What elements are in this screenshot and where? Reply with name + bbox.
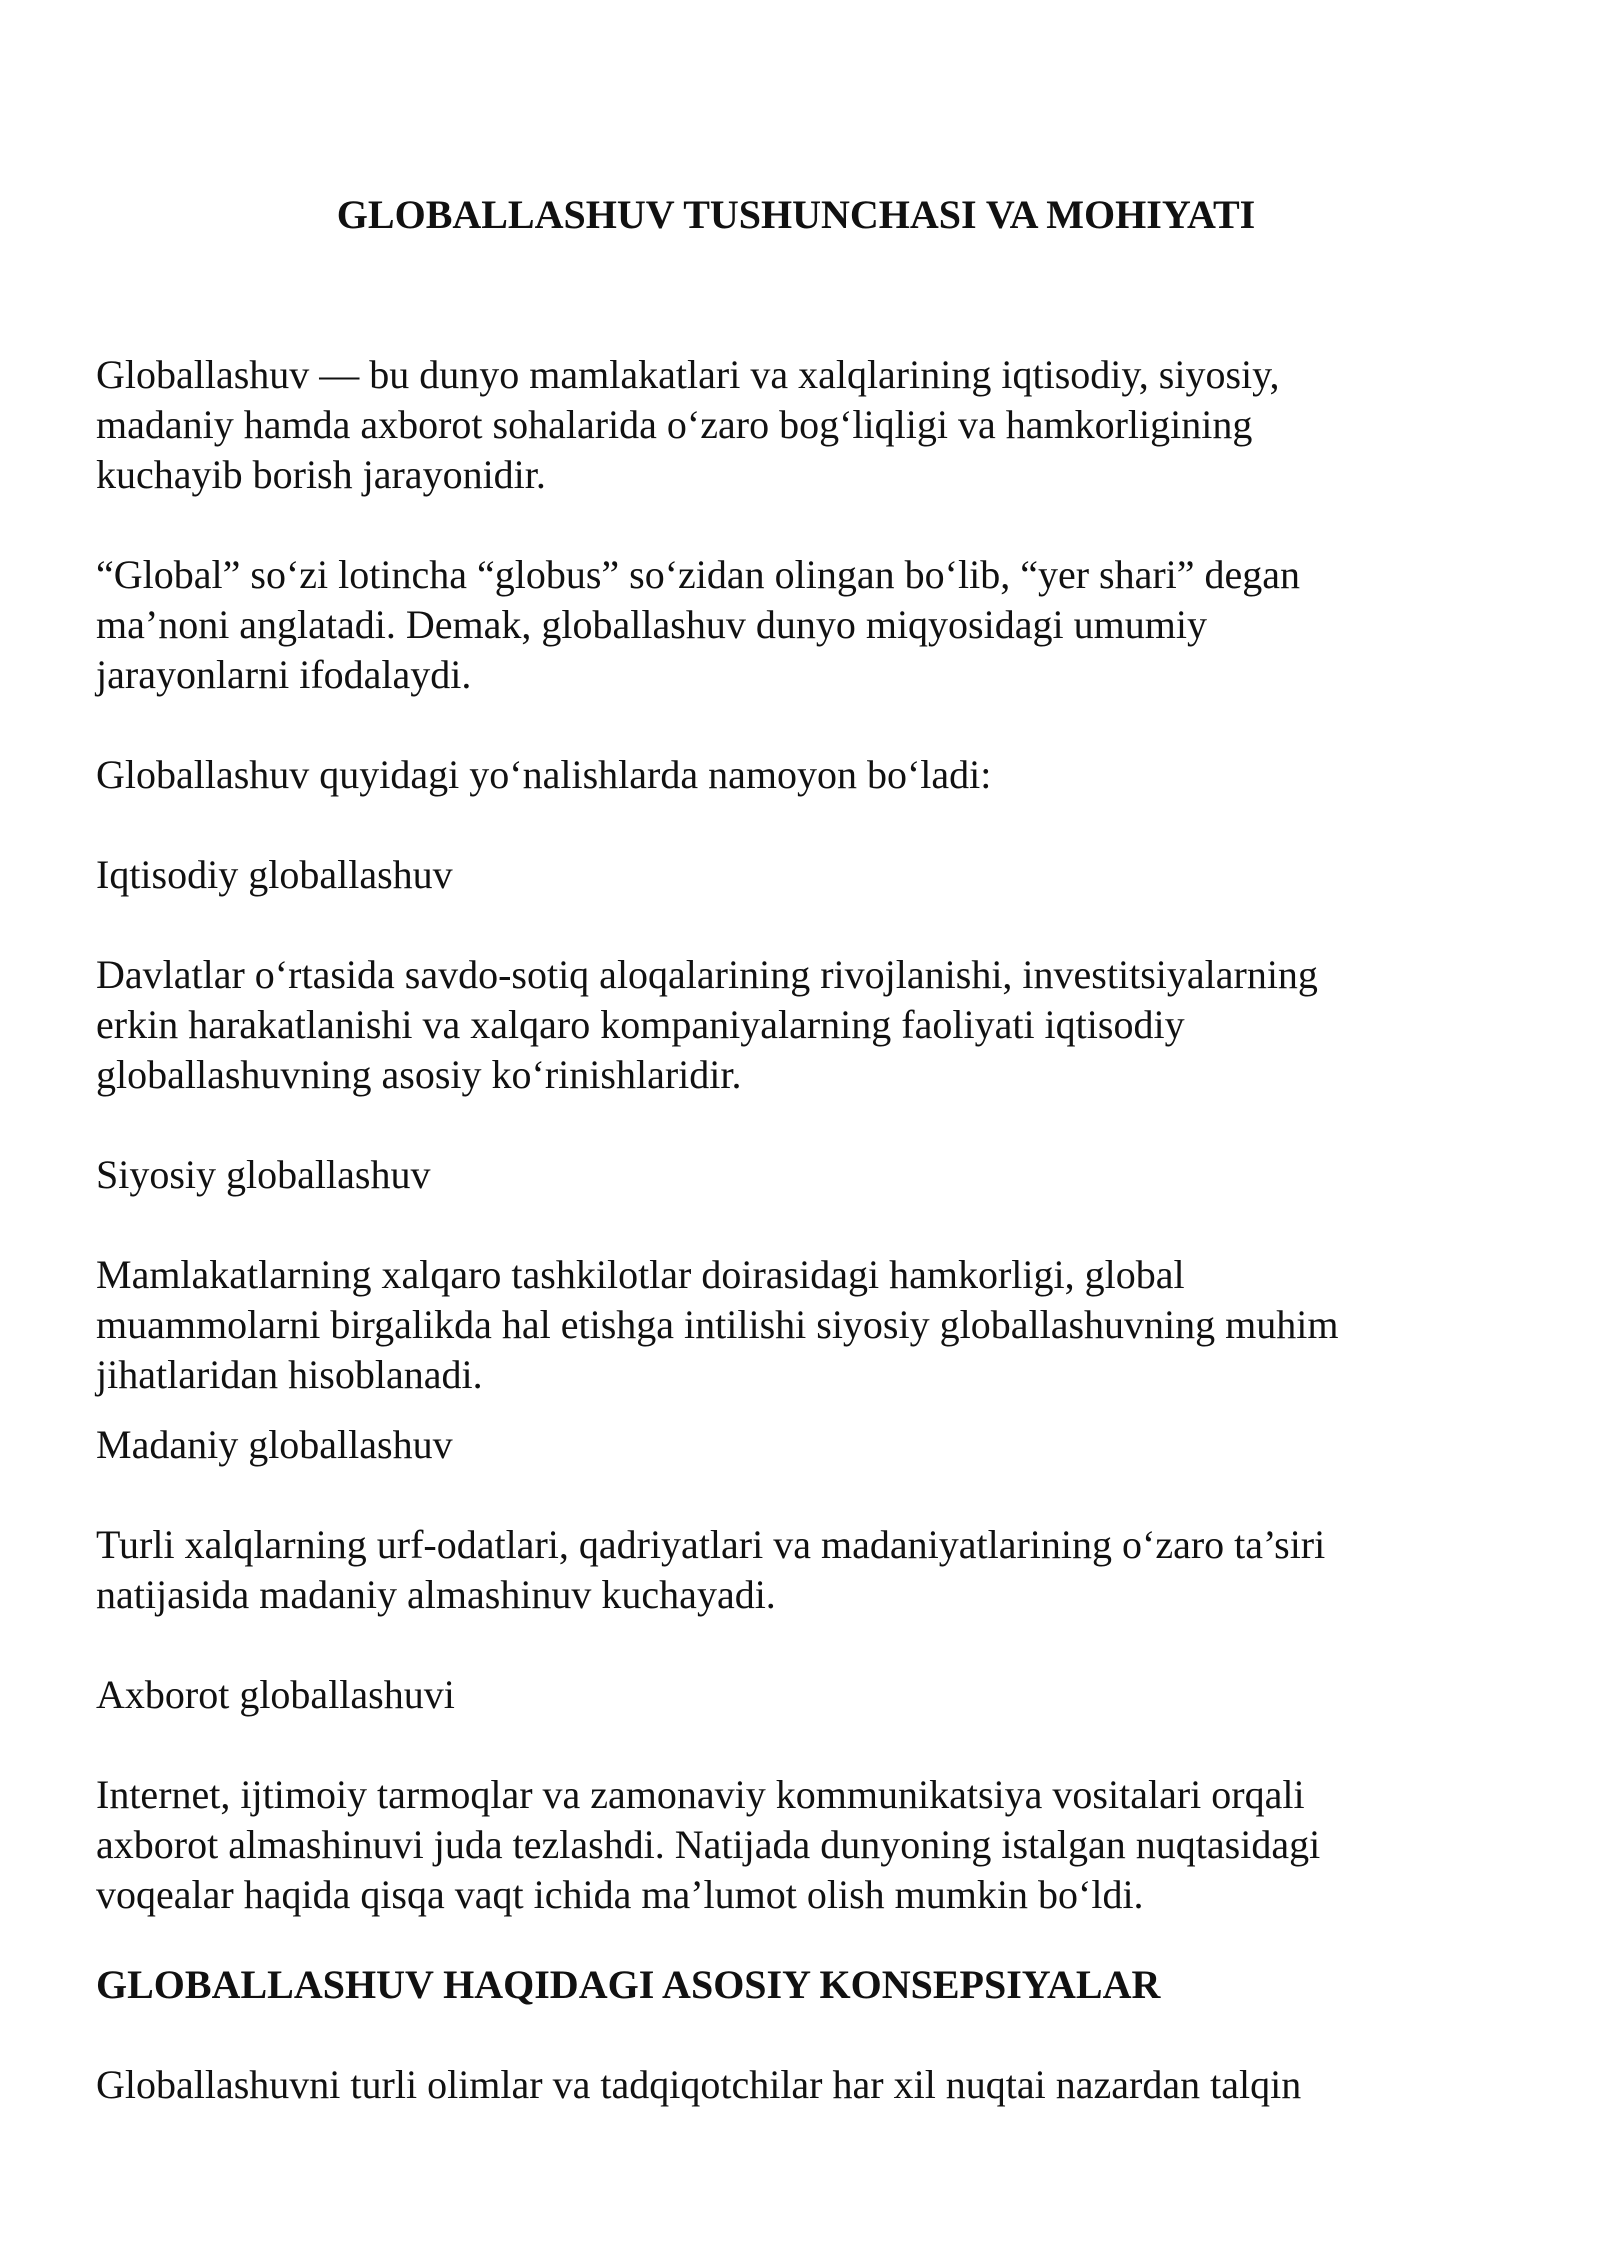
paragraph-cultural: Turli xalqlarning urf-odatlari, qadriyatlari va madaniyatlarining o‘zaro ta’siri natijasida madaniy almashinuv kuchayadi. <box>96 1522 1326 1617</box>
paragraph-economic: Davlatlar o‘rtasida savdo-sotiq aloqalarining rivojlanishi, investitsiyalarning erkin harakatlanishi va xalqaro kompaniyalarning faoliyati iqtisodiy globallashuvning asosiy ko‘rinishlaridir. <box>96 952 1318 1097</box>
paragraph-definition: Globallashuv — bu dunyo mamlakatlari va xalqlarining iqtisodiy, siyosiy, madaniy hamda axborot sohalarida o‘zaro bog‘liqligi va hamkorligining kuchayib borish jarayonidir. <box>96 352 1280 497</box>
heading-political: Siyosiy globallashuv <box>96 1152 431 1197</box>
paragraph-information: Internet, ijtimoiy tarmoqlar va zamonaviy kommunikatsiya vositalari orqali axborot almashinuvi juda tezlashdi. Natijada dunyoning istalgan nuqtasidagi voqealar haqida qisqa vaqt ichida ma’lumot olish mumkin bo‘ldi. <box>96 1772 1321 1917</box>
heading-economic: Iqtisodiy globallashuv <box>96 852 453 897</box>
heading-cultural: Madaniy globallashuv <box>96 1422 453 1467</box>
paragraph-concepts-intro: Globallashuvni turli olimlar va tadqiqotchilar har xil nuqtai nazardan talqin <box>96 2062 1302 2107</box>
paragraph-political: Mamlakatlarning xalqaro tashkilotlar doirasidagi hamkorligi, global muammolarni birgalikda hal etishga intilishi siyosiy globallashuvning muhim jihatlaridan hisoblanadi. <box>96 1252 1339 1397</box>
page-title: GLOBALLASHUV TUSHUNCHASI VA MOHIYATI <box>336 192 1256 237</box>
paragraph-directions-intro: Globallashuv quyidagi yo‘nalishlarda namoyon bo‘ladi: <box>96 752 992 797</box>
heading-information: Axborot globallashuvi <box>96 1672 455 1717</box>
paragraph-etymology: “Global” so‘zi lotincha “globus” so‘zidan olingan bo‘lib, “yer shari” degan ma’noni anglatadi. Demak, globallashuv dunyo miqyosidagi umumiy jarayonlarni ifodalaydi. <box>96 552 1301 697</box>
section-heading-concepts: GLOBALLASHUV HAQIDAGI ASOSIY KONSEPSIYALAR <box>96 1962 1161 2007</box>
